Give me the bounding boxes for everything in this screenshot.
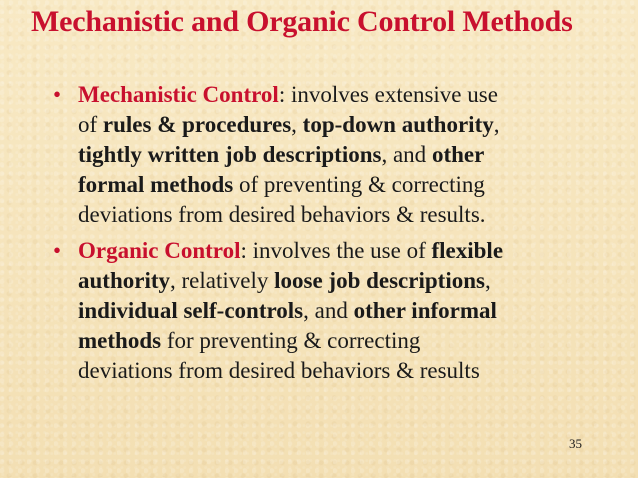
text-run: , and xyxy=(303,298,354,323)
bold-phrase: rules & procedures xyxy=(102,112,292,137)
bullet-line xyxy=(78,236,608,266)
bullet-line xyxy=(78,200,608,230)
bullet-line xyxy=(78,80,608,110)
bullet-heading: Mechanistic Control xyxy=(78,82,279,107)
bold-phrase: loose job descriptions xyxy=(274,268,485,293)
bold-phrase: authority xyxy=(78,268,170,293)
text-run: deviations from desired behaviors & results xyxy=(78,358,480,383)
bullet-text xyxy=(78,236,608,386)
text-run: : involves the use of xyxy=(240,238,432,263)
text-run: of xyxy=(78,112,103,137)
slide-title: Mechanistic and Organic Control Methods xyxy=(31,5,573,38)
bullet-line xyxy=(78,296,608,326)
text-run: deviations from desired behaviors & results. xyxy=(78,202,486,227)
text-run: of preventing & correcting xyxy=(233,172,485,197)
bullet-line xyxy=(78,110,608,140)
bullet-line xyxy=(78,140,608,170)
bold-phrase: methods xyxy=(78,328,162,353)
bullet-text xyxy=(78,80,608,230)
text-run: , xyxy=(493,112,500,137)
page-number: 35 xyxy=(569,436,582,451)
text-run: for preventing & correcting xyxy=(161,328,421,353)
text-run: : involves extensive use xyxy=(278,82,498,107)
bullet-point-icon: • xyxy=(53,82,62,107)
bold-phrase: other xyxy=(431,142,485,167)
bullet-line xyxy=(78,326,608,356)
bold-phrase: top-down authority xyxy=(302,112,494,137)
bullet-point-icon: • xyxy=(53,238,62,263)
bullet-line xyxy=(78,356,608,386)
bullet-list xyxy=(48,80,608,392)
bold-phrase: other informal xyxy=(353,298,497,323)
bullet-line xyxy=(78,170,608,200)
bold-phrase: tightly written job descriptions xyxy=(78,142,382,167)
bullet-line xyxy=(78,266,608,296)
bullet-item-mechanistic xyxy=(48,80,608,230)
bold-phrase: flexible xyxy=(431,238,504,263)
text-run: , and xyxy=(381,142,432,167)
text-run: , relatively xyxy=(170,268,275,293)
text-run: , xyxy=(291,112,303,137)
bold-phrase: individual self-controls xyxy=(78,298,304,323)
bold-phrase: formal methods xyxy=(78,172,234,197)
bullet-item-organic xyxy=(48,236,608,386)
bullet-heading: Organic Control xyxy=(78,238,241,263)
text-run: , xyxy=(484,268,491,293)
